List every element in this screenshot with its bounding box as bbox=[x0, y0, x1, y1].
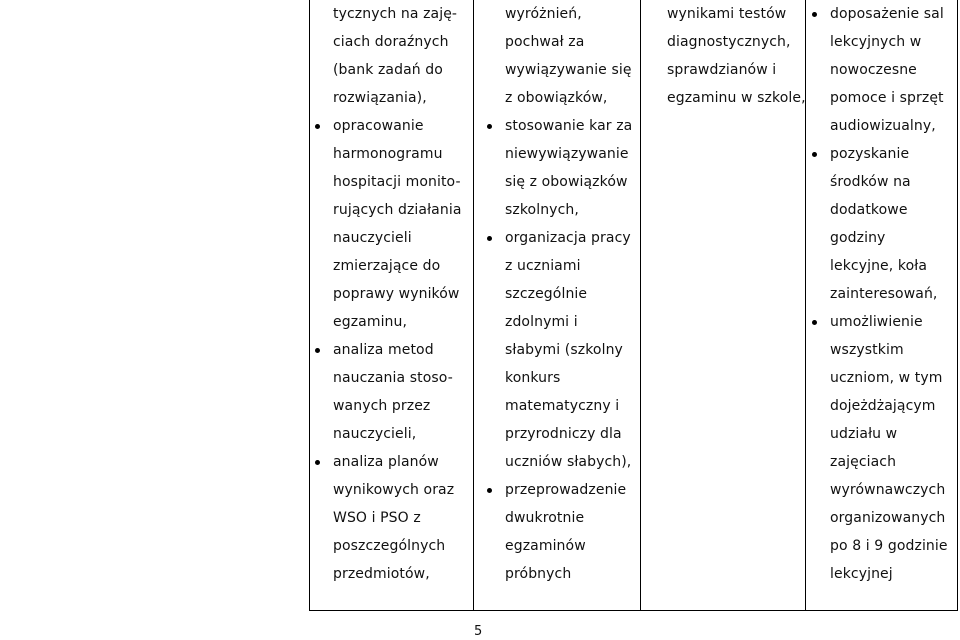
table-cell-line: z uczniami bbox=[505, 258, 581, 274]
table-cell-line: WSO i PSO z bbox=[333, 510, 421, 526]
table-cell-line: egzaminu w szkole, bbox=[667, 90, 806, 106]
table-cell-line: środków na bbox=[830, 174, 911, 190]
table-cell-line: zmierzające do bbox=[333, 258, 441, 274]
table-cell-line: wyrównawczych bbox=[830, 482, 946, 498]
table-cell-line: rujących działania bbox=[333, 202, 462, 218]
table-cell-line: harmonogramu bbox=[333, 146, 443, 162]
table-cell-line: organizowanych bbox=[830, 510, 946, 526]
table-cell-line: stosowanie kar za bbox=[505, 118, 633, 134]
table-cell-line: dojeżdżającym bbox=[830, 398, 936, 414]
table-cell-line: rozwiązania), bbox=[333, 90, 427, 106]
table-cell-line: przedmiotów, bbox=[333, 566, 430, 582]
table-cell-line: (bank zadań do bbox=[333, 62, 443, 78]
bullet-icon bbox=[812, 320, 817, 325]
table-cell-line: nauczycieli bbox=[333, 230, 412, 246]
table-cell-line: dodatkowe bbox=[830, 202, 908, 218]
table-cell-line: lekcyjne, koła bbox=[830, 258, 928, 274]
table-cell-line: pochwał za bbox=[505, 34, 585, 50]
bullet-icon bbox=[315, 124, 320, 129]
column-divider bbox=[309, 0, 310, 610]
table-cell-line: lekcyjnej bbox=[830, 566, 893, 582]
table-cell-line: wynikowych oraz bbox=[333, 482, 455, 498]
column-divider bbox=[473, 0, 474, 610]
table-cell-line: zdolnymi i bbox=[505, 314, 578, 330]
table-cell-line: godziny bbox=[830, 230, 886, 246]
table-cell-line: słabymi (szkolny bbox=[505, 342, 623, 358]
table-cell-line: analiza planów bbox=[333, 454, 439, 470]
table-cell-line: analiza metod bbox=[333, 342, 434, 358]
column-divider bbox=[640, 0, 641, 610]
table-cell-line: wynikami testów bbox=[667, 6, 787, 22]
table-cell-line: diagnostycznych, bbox=[667, 34, 791, 50]
table-cell-line: hospitacji monito- bbox=[333, 174, 461, 190]
table-cell-line: pozyskanie bbox=[830, 146, 910, 162]
table-cell-line: przeprowadzenie bbox=[505, 482, 627, 498]
table-cell-line: uczniów słabych), bbox=[505, 454, 632, 470]
table-cell-line: uczniom, w tym bbox=[830, 370, 943, 386]
table-cell-line: sprawdzianów i bbox=[667, 62, 777, 78]
bullet-icon bbox=[487, 124, 492, 129]
table-cell-line: dwukrotnie bbox=[505, 510, 585, 526]
bullet-icon bbox=[315, 348, 320, 353]
table-cell-line: zajęciach bbox=[830, 454, 897, 470]
table-cell-line: umożliwienie bbox=[830, 314, 923, 330]
table-cell-line: konkurs bbox=[505, 370, 561, 386]
table-cell-line: poprawy wyników bbox=[333, 286, 460, 302]
table-cell-line: egzaminów bbox=[505, 538, 586, 554]
table-cell-line: nauczycieli, bbox=[333, 426, 417, 442]
table-cell-line: nauczania stoso- bbox=[333, 370, 453, 386]
table-cell-line: wanych przez bbox=[333, 398, 431, 414]
bullet-icon bbox=[812, 152, 817, 157]
table-cell-line: organizacja pracy bbox=[505, 230, 631, 246]
table-cell-line: poszczególnych bbox=[333, 538, 446, 554]
table-cell-line: nowoczesne bbox=[830, 62, 917, 78]
table-cell-line: wyróżnień, bbox=[505, 6, 582, 22]
table-cell-line: wywiązywanie się bbox=[505, 62, 632, 78]
table-cell-line: po 8 i 9 godzinie bbox=[830, 538, 948, 554]
table-cell-line: niewywiązywanie bbox=[505, 146, 629, 162]
table-cell-line: tycznych na zaję- bbox=[333, 6, 458, 22]
page-number: 5 bbox=[474, 624, 483, 639]
table-cell-line: z obowiązków, bbox=[505, 90, 608, 106]
table-cell-line: pomoce i sprzęt bbox=[830, 90, 944, 106]
table-cell-line: udziału w bbox=[830, 426, 898, 442]
content-table bbox=[309, 0, 958, 611]
table-cell-line: próbnych bbox=[505, 566, 572, 582]
table-cell-line: matematyczny i bbox=[505, 398, 620, 414]
bullet-icon bbox=[315, 460, 320, 465]
table-cell-line: zainteresowań, bbox=[830, 286, 938, 302]
table-cell-line: się z obowiązków bbox=[505, 174, 628, 190]
table-cell-line: doposażenie sal bbox=[830, 6, 944, 22]
table-cell-line: przyrodniczy dla bbox=[505, 426, 622, 442]
bullet-icon bbox=[487, 488, 492, 493]
table-cell-line: egzaminu, bbox=[333, 314, 408, 330]
table-cell-line: szczególnie bbox=[505, 286, 588, 302]
table-cell-line: ciach doraźnych bbox=[333, 34, 449, 50]
table-cell-line: wszystkim bbox=[830, 342, 904, 358]
table-cell-line: lekcyjnych w bbox=[830, 34, 922, 50]
bullet-icon bbox=[812, 12, 817, 17]
table-cell-line: opracowanie bbox=[333, 118, 424, 134]
bullet-icon bbox=[487, 236, 492, 241]
table-cell-line: szkolnych, bbox=[505, 202, 579, 218]
table-cell-line: audiowizualny, bbox=[830, 118, 936, 134]
